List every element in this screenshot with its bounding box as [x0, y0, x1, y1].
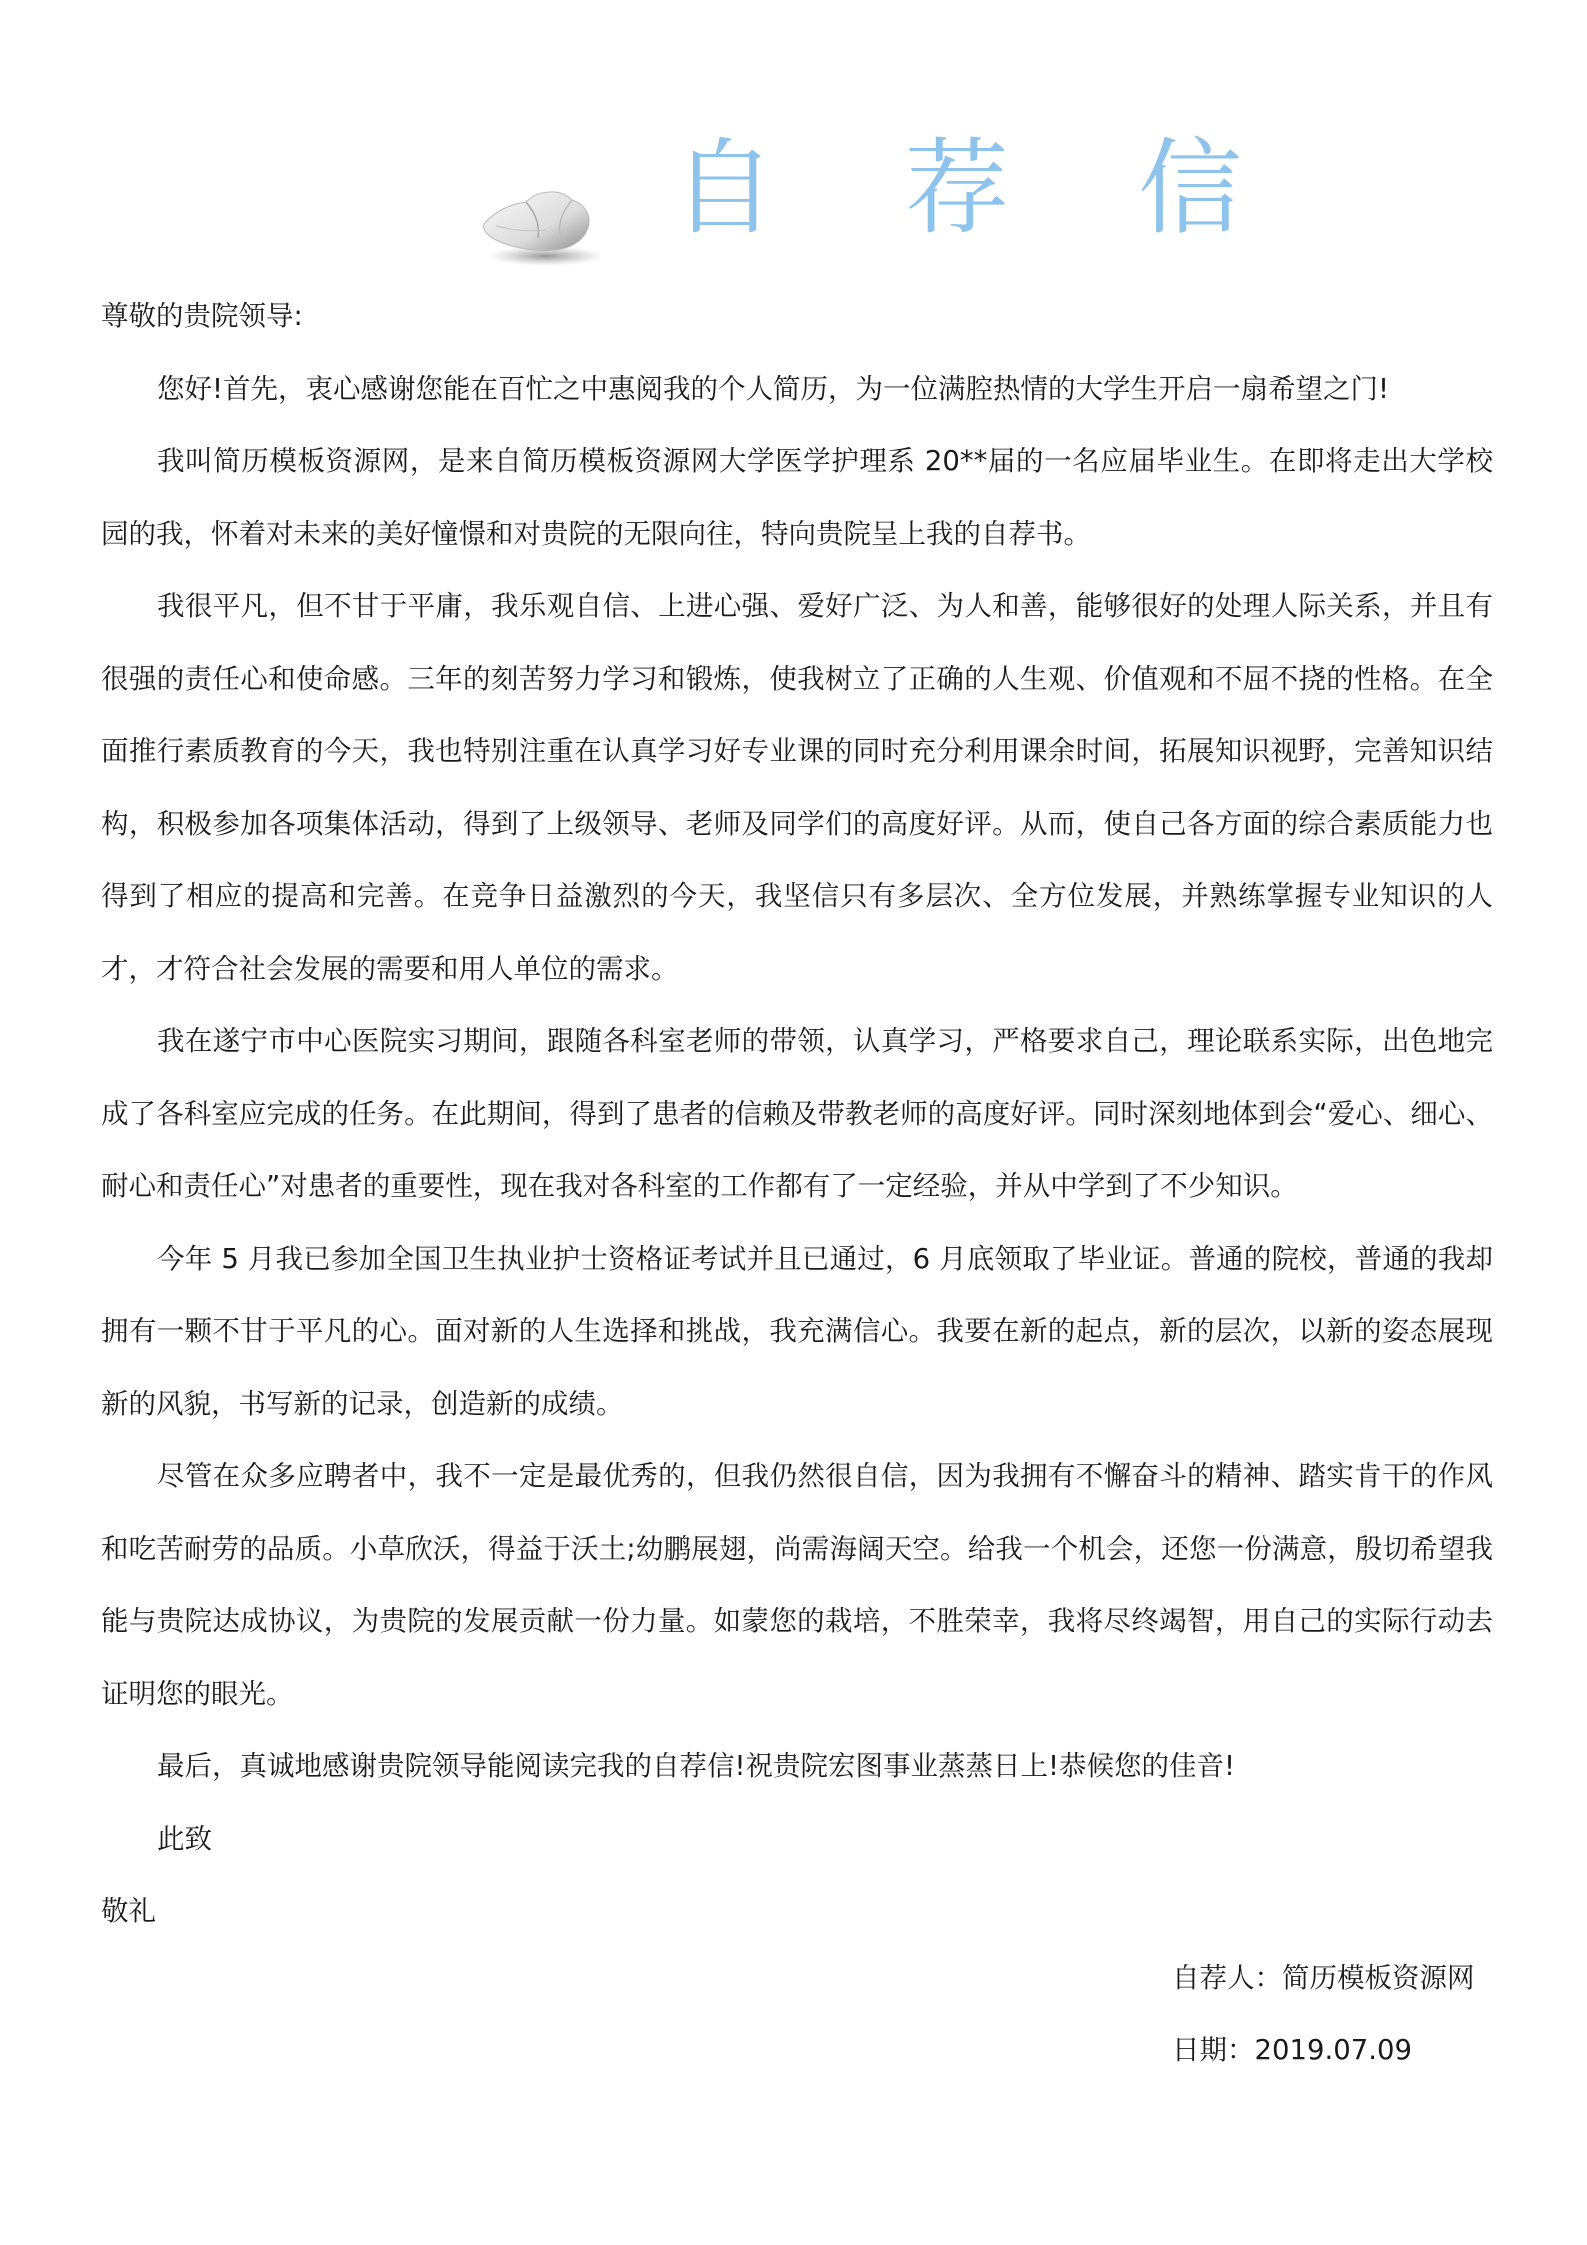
regards: 敬礼	[101, 1895, 156, 1927]
letter-body	[101, 280, 1493, 1948]
closing-phrase: 此致	[157, 1822, 212, 1855]
greeting-paragraph: 您好!首先，衷心感谢您能在百忙之中惠阅我的个人简历，为一位满腔热情的大学生开启一扇希望之门!	[157, 372, 1390, 405]
body-paragraph: 今年 5 月我已参加全国卫生执业护士资格证考试并且已通过，6 月底领取了毕业证。普通的院校，普通的我却拥有一颗不甘于平凡的心。面对新的人生选择和挑战，我充满信心。我要在新的起点，新的层次，以新的姿态展现新的风貌，书写新的记录，创造新的成绩。	[101, 1242, 1493, 1420]
body-paragraph: 我叫简历模板资源网，是来自简历模板资源网大学医学护理系 20**届的一名应届毕业生。在即将走出大学校园的我，怀着对未来的美好憧憬和对贵院的无限向往，特向贵院呈上我的自荐书。	[101, 445, 1493, 550]
letter-title: 自 荐 信	[672, 127, 1291, 249]
body-paragraph: 我在遂宁市中心医院实习期间，跟随各科室老师的带领，认真学习，严格要求自己，理论联系实际，出色地完成了各科室应完成的任务。在此期间，得到了患者的信赖及带教老师的高度好评。同时深刻地体到会“爱心、细心、耐心和责任心”对患者的重要性，现在我对各科室的工作都有了一定经验，并从中学到了不少知识。	[101, 1025, 1493, 1202]
salutation: 尊敬的贵院领导:	[101, 300, 303, 332]
nurse-cap-icon	[476, 182, 606, 272]
letter-header	[0, 120, 1587, 270]
closing-thanks-paragraph: 最后，真诚地感谢贵院领导能阅读完我的自荐信!祝贵院宏图事业蒸蒸日上!恭候您的佳音!	[157, 1750, 1236, 1782]
body-paragraph: 尽管在众多应聘者中，我不一定是最优秀的，但我仍然很自信，因为我拥有不懈奋斗的精神、踏实肯干的作风和吃苦耐劳的品质。小草欣沃，得益于沃土;幼鹏展翅，尚需海阔天空。给我一个机会，还您一份满意，殷切希望我能与贵院达成协议，为贵院的发展贡献一份力量。如蒙您的栽培，不胜荣幸，我将尽终竭智，用自己的实际行动去证明您的眼光。	[101, 1460, 1493, 1710]
body-paragraph: 我很平凡，但不甘于平庸，我乐观自信、上进心强、爱好广泛、为人和善，能够很好的处理人际关系，并且有很强的责任心和使命感。三年的刻苦努力学习和锻炼，使我树立了正确的人生观、价值观和不屈不挠的性格。在全面推行素质教育的今天，我也特别注重在认真学习好专业课的同时充分利用课余时间，拓展知识视野，完善知识结构，积极参加各项集体活动，得到了上级领导、老师及同学们的高度好评。从而，使自己各方面的综合素质能力也得到了相应的提高和完善。在竞争日益激烈的今天，我坚信只有多层次、全方位发展，并熟练掌握专业知识的人才，才符合社会发展的需要和用人单位的需求。	[101, 590, 1493, 985]
signature-date: 日期：2019.07.09	[1172, 2034, 1412, 2066]
signature-name: 自荐人：简历模板资源网	[1172, 1962, 1475, 1994]
